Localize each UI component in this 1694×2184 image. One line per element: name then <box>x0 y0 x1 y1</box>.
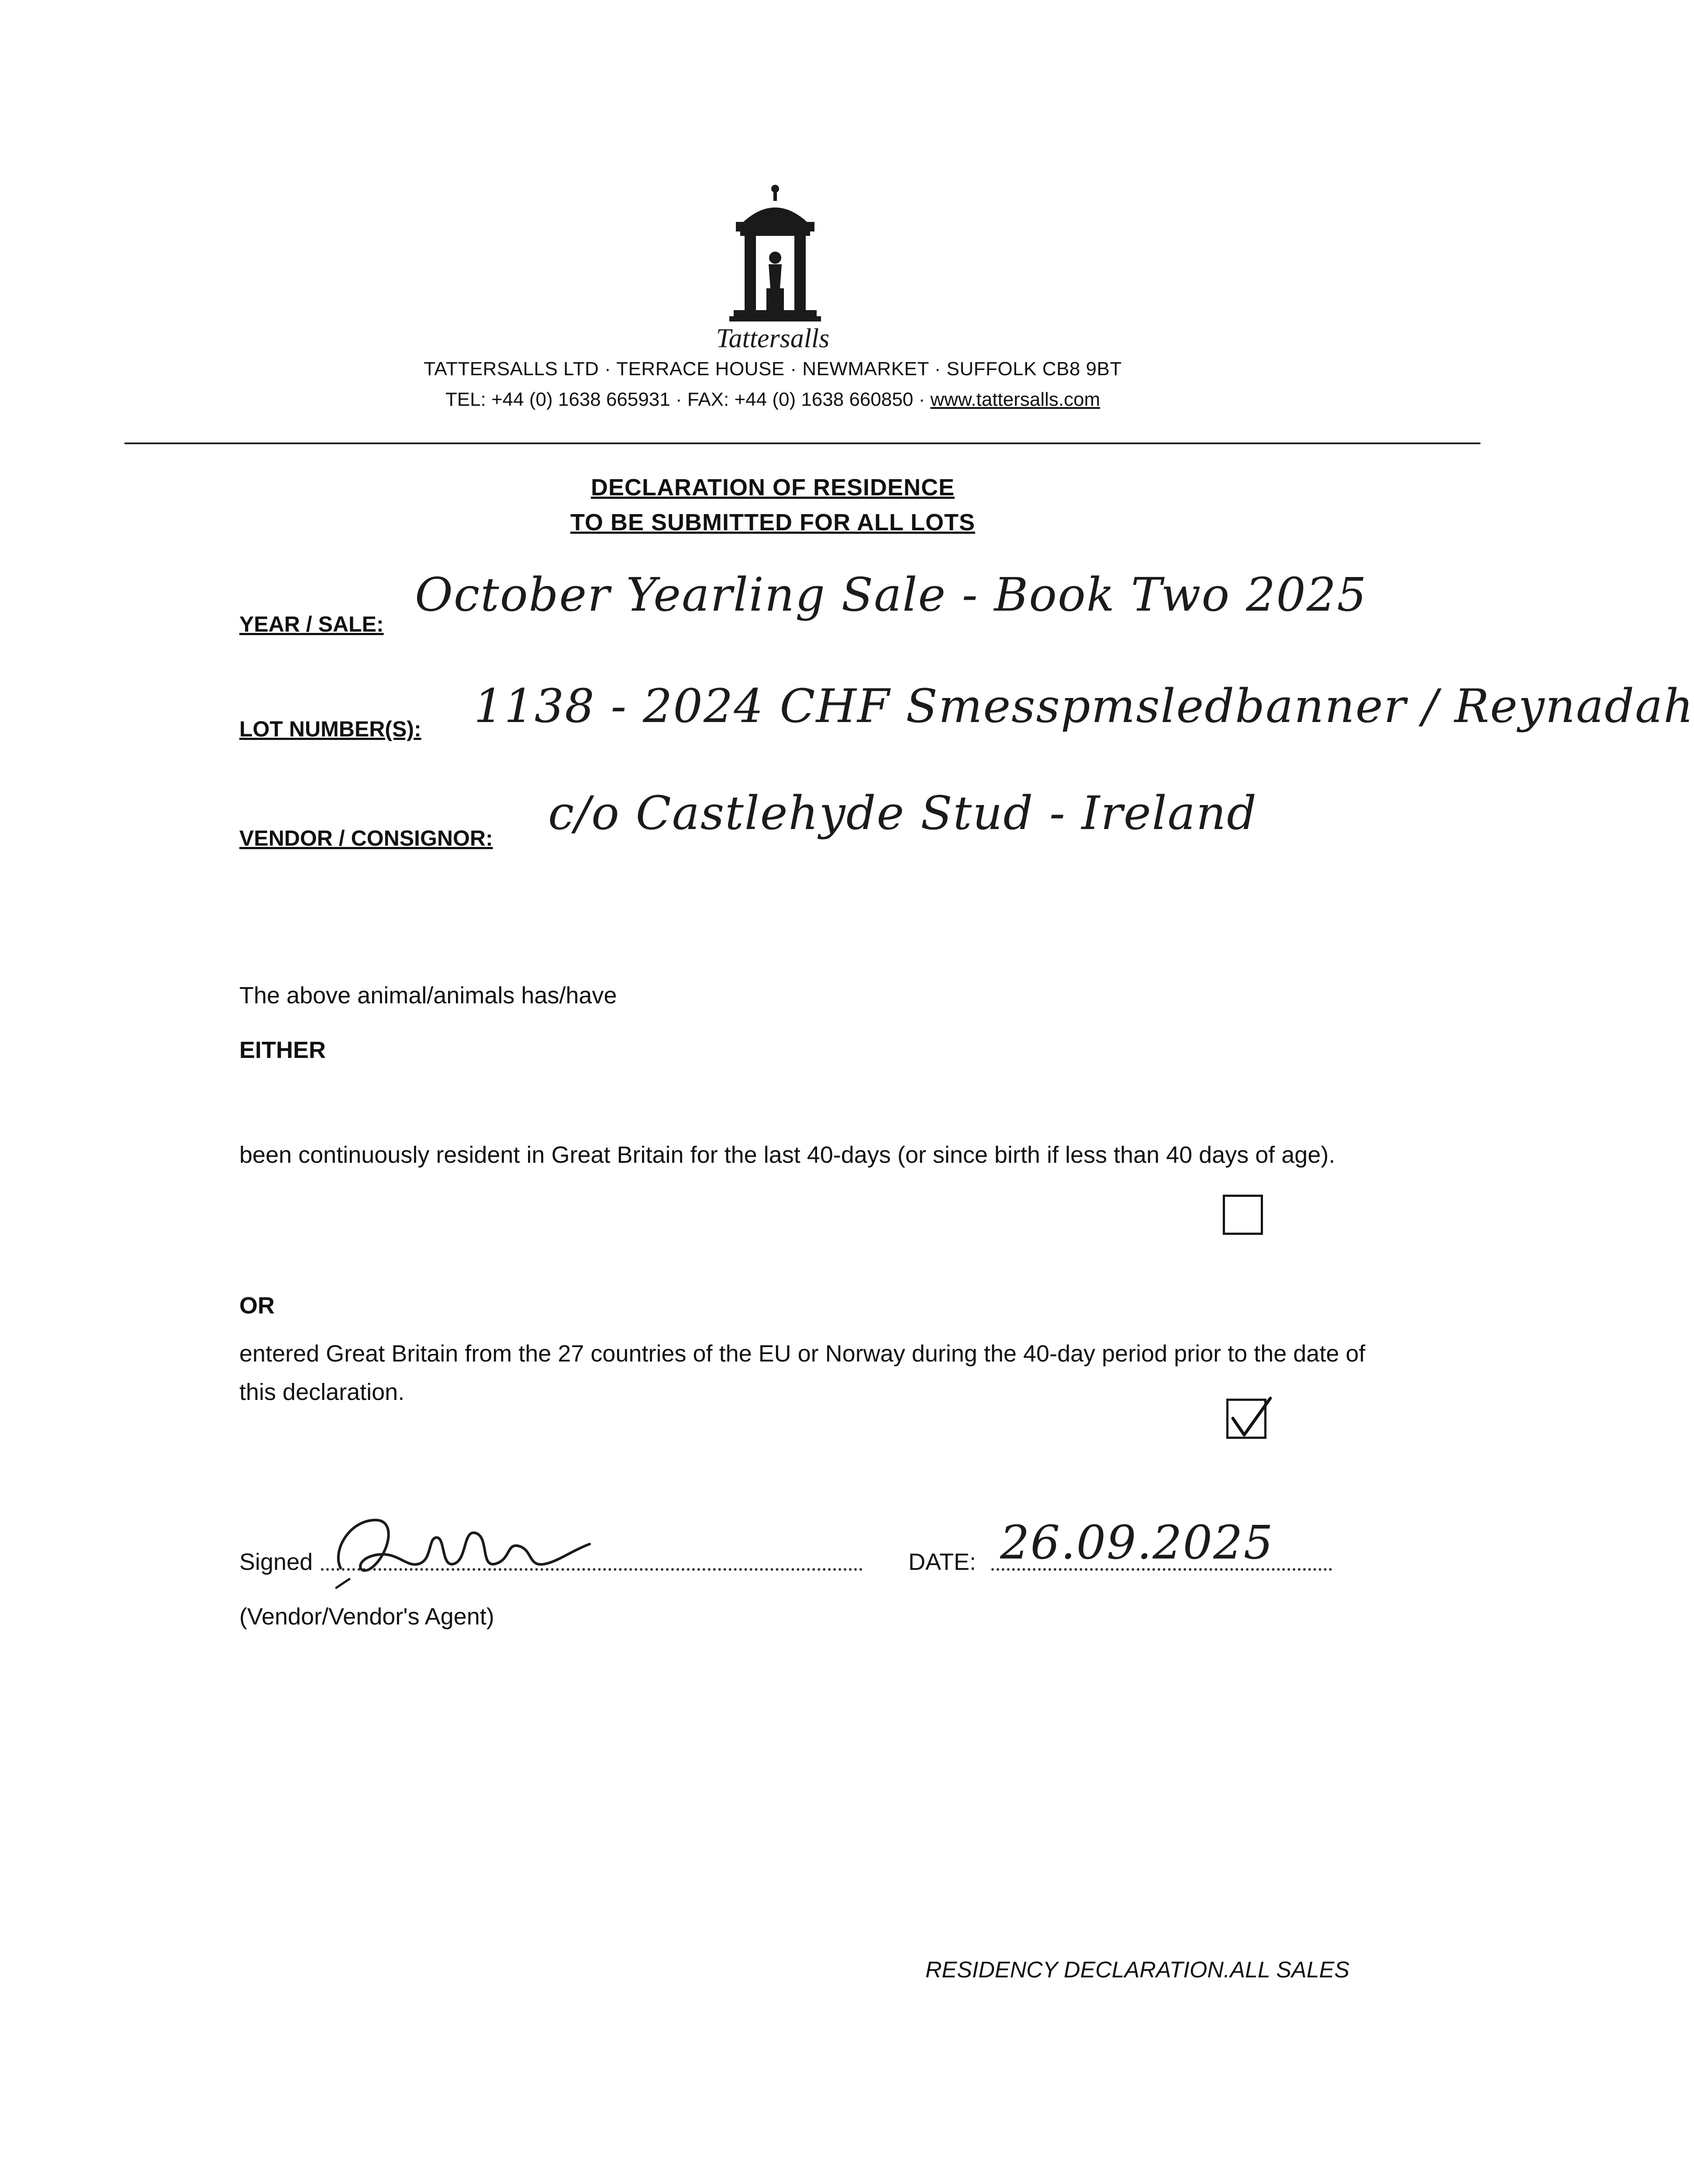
option1-text: been continuously resident in Great Britain for the last 40-days (or since birth if less than 40 days of age). <box>239 1142 1335 1168</box>
vendor-consignor-label: VENDOR / CONSIGNOR: <box>239 826 493 850</box>
tattersalls-logo <box>725 183 825 323</box>
either-label: EITHER <box>239 1037 326 1063</box>
contact-phone-fax: TEL: +44 (0) 1638 665931 · FAX: +44 (0) 1638 660850 · <box>445 389 931 410</box>
company-contact <box>0 389 1546 411</box>
vendor-consignor-value[interactable]: c/o Castlehyde Stud - Ireland <box>548 786 1257 840</box>
header-divider <box>124 442 1480 444</box>
lot-numbers-label: LOT NUMBER(S): <box>239 717 421 741</box>
brand-name: Tattersalls <box>716 324 830 353</box>
footer-label: RESIDENCY DECLARATION.ALL SALES <box>925 1957 1349 1983</box>
year-sale-label: YEAR / SALE: <box>239 612 384 636</box>
option1-checkbox[interactable] <box>1223 1195 1263 1235</box>
check-mark-icon <box>1228 1401 1269 1441</box>
date-value[interactable]: 26.09.2025 <box>1000 1516 1274 1569</box>
signed-label: Signed <box>239 1549 313 1575</box>
signatory-role: (Vendor/Vendor's Agent) <box>239 1603 494 1630</box>
or-label: OR <box>239 1292 275 1319</box>
lot-numbers-value[interactable]: 1138 - 2024 CHF Smesspmsledbanner / Reynadah <box>474 679 1694 733</box>
option2-text: entered Great Britain from the 27 countries of the EU or Norway during the 40-day period prior to the date of this declaration. <box>239 1341 1366 1405</box>
document-subtitle: TO BE SUBMITTED FOR ALL LOTS <box>570 509 975 536</box>
website-link[interactable]: www.tattersalls.com <box>930 389 1101 410</box>
intro-text: The above animal/animals has/have <box>239 982 617 1009</box>
company-address: TATTERSALLS LTD · TERRACE HOUSE · NEWMARKET · SUFFOLK CB8 9BT <box>424 358 1122 380</box>
date-label: DATE: <box>908 1549 976 1575</box>
option2-checkbox[interactable] <box>1226 1399 1266 1439</box>
signature-scribble <box>323 1503 594 1590</box>
document-title: DECLARATION OF RESIDENCE <box>590 474 955 501</box>
year-sale-value[interactable]: October Yearling Sale - Book Two 2025 <box>415 568 1367 622</box>
